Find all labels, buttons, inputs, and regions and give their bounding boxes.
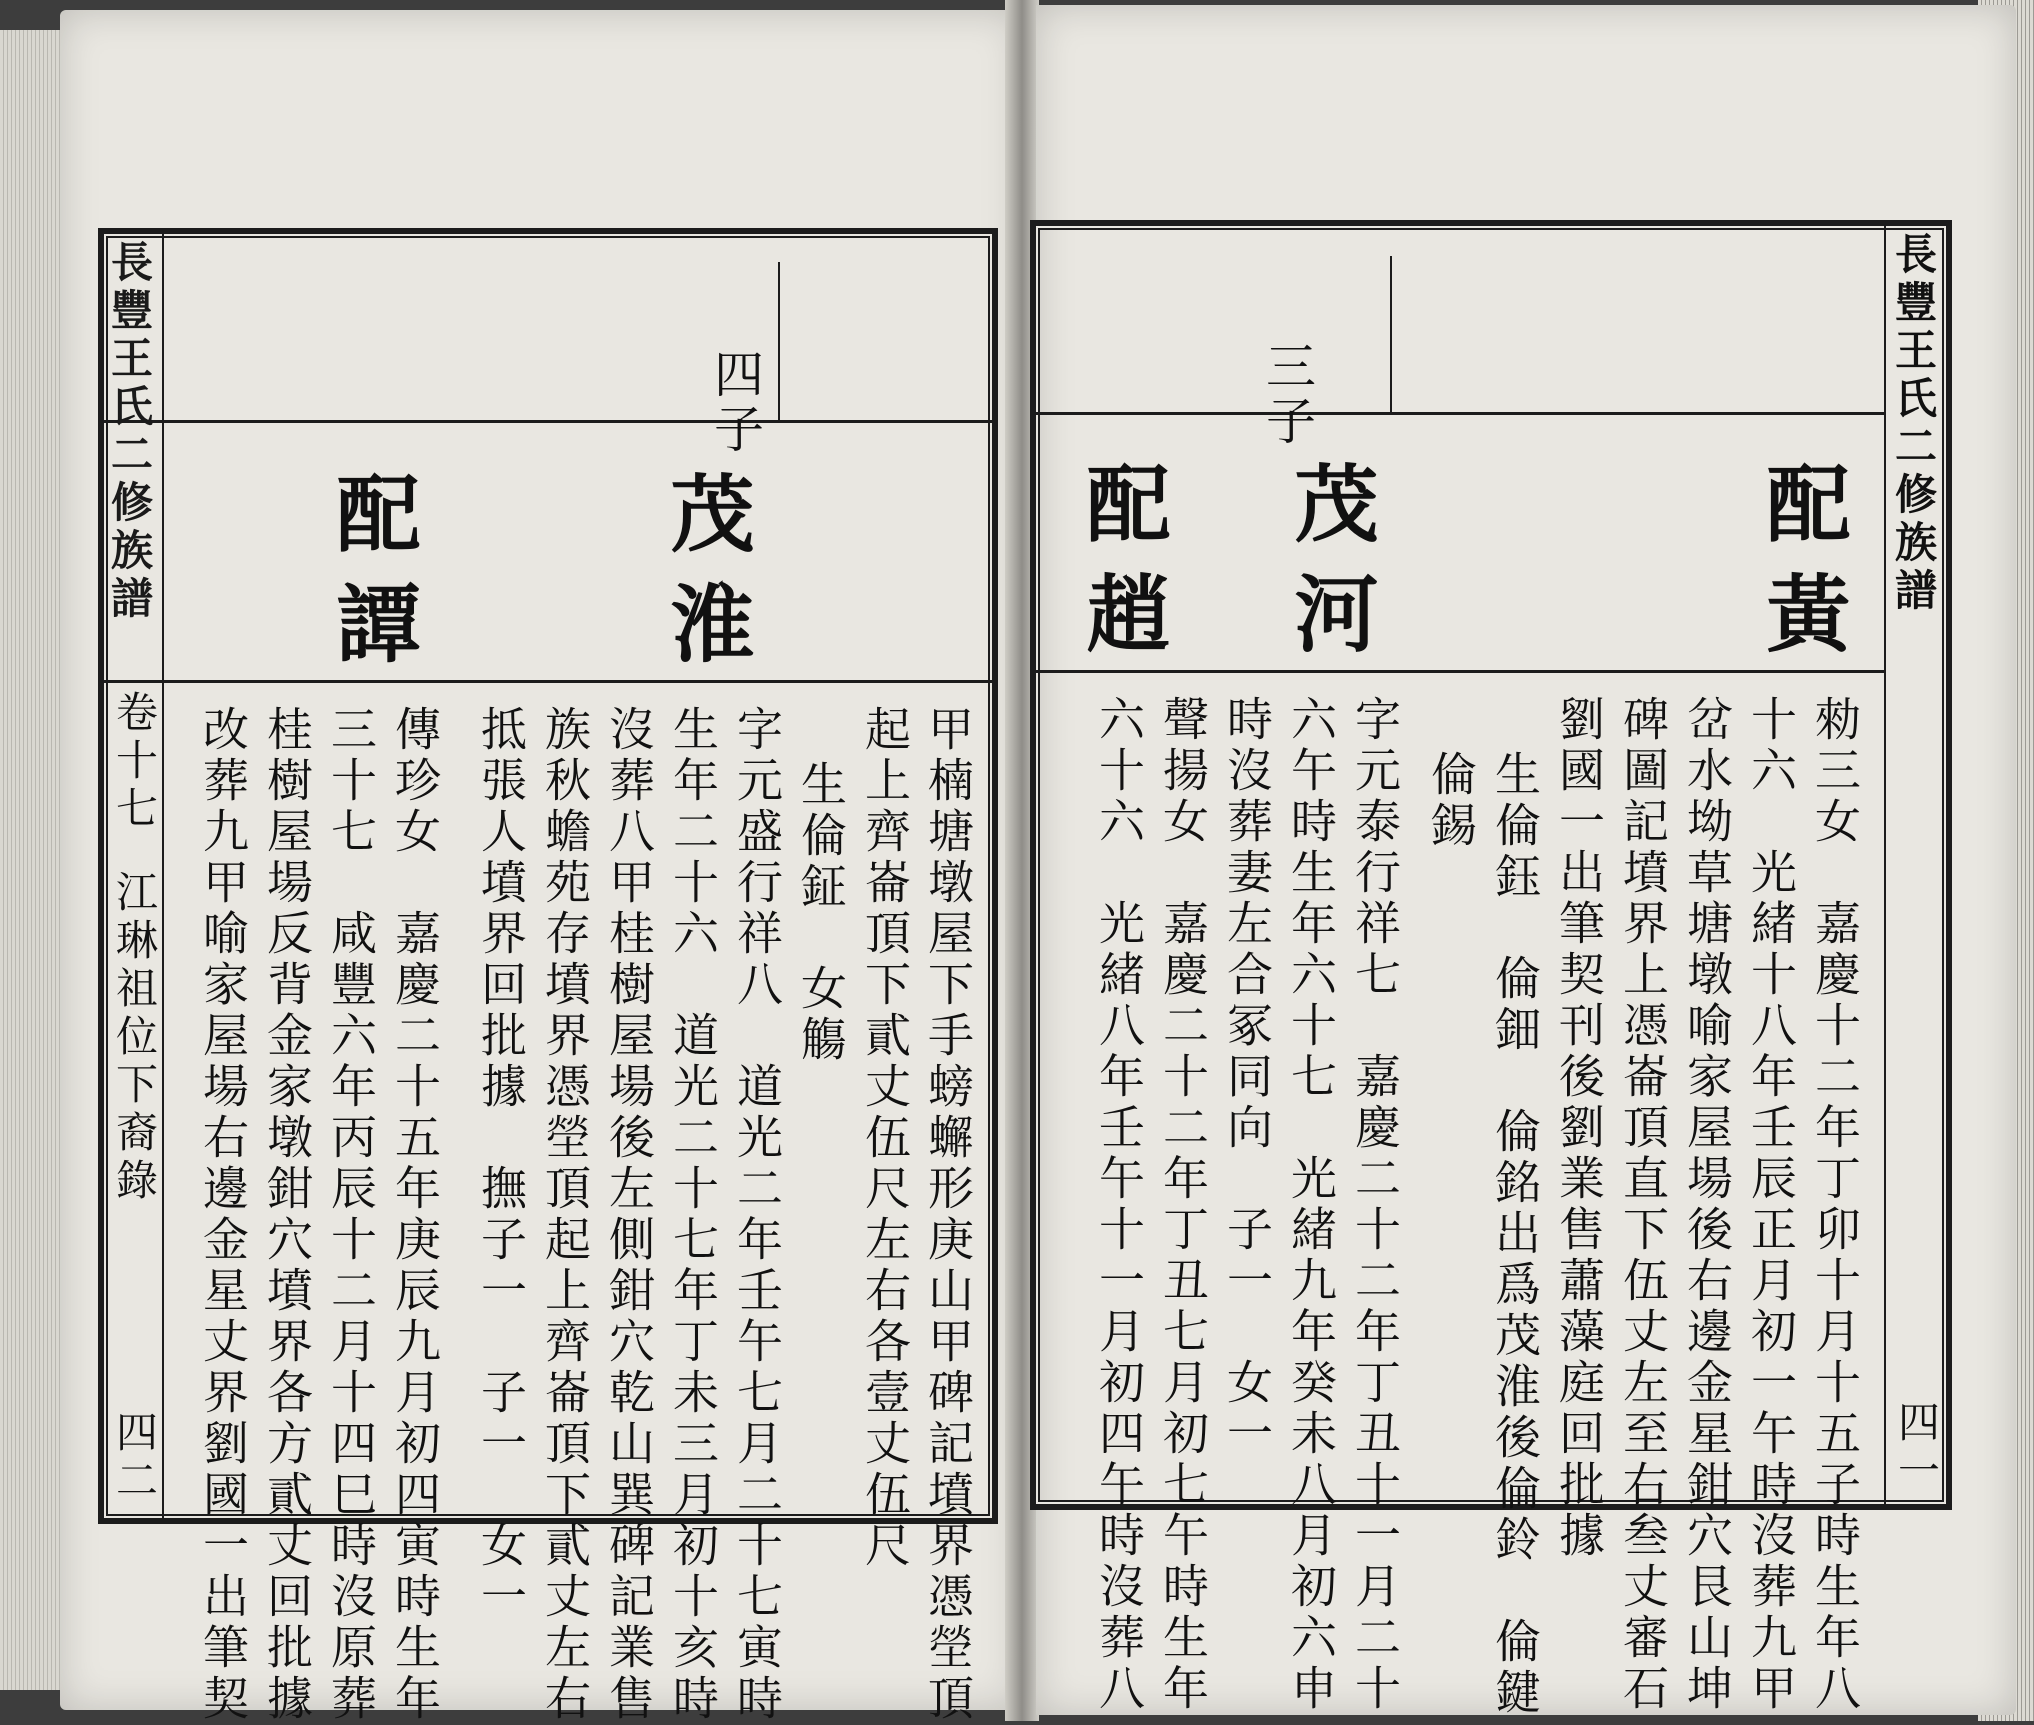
left-body-col-12: 改葬九甲喻家屋場右邊金星丈界劉國一出筆契 <box>196 705 250 1725</box>
right-body-col-5: 劉國一出筆契刊後劉業售蕭藻庭回批據 <box>1552 695 1606 1562</box>
right-margin-rule <box>1884 226 1886 1504</box>
right-body-col-4: 碑圖記墳界上憑崙頂直下伍丈左至右叁丈審石 <box>1616 695 1670 1715</box>
right-body-col-2: 十六 光緒十八年壬辰正月初一午時沒葬九甲 <box>1744 695 1798 1715</box>
left-body-col-7: 族秋蟾苑存墳界憑塋頂起上齊崙頂下貳丈左右 <box>538 705 592 1725</box>
left-body-col-9: 傳珍女 嘉慶二十五年庚辰九月初四寅時生年 <box>388 705 442 1725</box>
left-body-col-4: 字元盛行祥八 道光二年壬午七月二十七寅時 <box>730 705 784 1725</box>
right-body-col-7: 倫錫 <box>1424 750 1478 852</box>
left-margin-section: 江琳祖位下裔錄 <box>110 870 159 1206</box>
left-margin-title: 長豐王氏二修族譜 <box>105 240 154 624</box>
left-page-number: 四二 <box>110 1410 159 1506</box>
left-margin-rule <box>162 234 164 1518</box>
right-header-divider <box>1390 256 1392 414</box>
left-spouse-tan: 配譚 <box>323 470 422 690</box>
left-header-divider <box>778 262 780 422</box>
left-generation-header: 四子 <box>706 348 764 458</box>
left-body-col-2: 起上齊崙頂下貳丈伍尺左右各壹丈伍尺 <box>858 705 912 1572</box>
right-body-col-10: 時沒葬妻左合冢同向 子一 女一 <box>1220 695 1274 1460</box>
right-body-col-1: 勑三女 嘉慶十二年丁卯十月十五子時生年八 <box>1808 695 1862 1715</box>
right-page-number: 四一 <box>1892 1400 1941 1496</box>
right-header-rule <box>1036 412 1886 415</box>
left-name-maohuai: 茂淮 <box>657 470 756 690</box>
left-body-col-5: 生年二十六 道光二十七年丁未三月初十亥時 <box>666 705 720 1725</box>
left-body-col-3: 生倫鉦 女觴 <box>794 760 848 1066</box>
left-margin-volume: 卷十七 <box>110 690 159 834</box>
right-body-col-11: 聲揚女 嘉慶二十二年丁丑七月初七午時生年 <box>1156 695 1210 1715</box>
left-header-rule <box>104 420 992 423</box>
right-body-col-12: 六十六 光緒八年壬午十一月初四午時沒葬八 <box>1092 695 1146 1715</box>
left-body-col-6: 沒葬八甲桂樹屋場後左側鉗穴乾山巽碑記業售 <box>602 705 656 1725</box>
left-body-col-11: 桂樹屋場反背金家墩鉗穴墳界各方貳丈回批據 <box>260 705 314 1725</box>
right-spouse-zhao: 配趙 <box>1073 460 1172 680</box>
left-names-rule <box>104 680 992 683</box>
left-body-col-10: 三十七 咸豐六年丙辰十二月十四巳時沒原葬 <box>324 705 378 1725</box>
left-body-col-1: 甲楠塘墩屋下手螃蠏形庚山甲碑記墳界憑塋頂 <box>921 705 975 1725</box>
right-generation-header: 三子 <box>1258 340 1316 450</box>
right-body-col-6: 生倫鈺 倫鈿 倫銘出爲茂淮後倫鈴 倫鍵 <box>1488 750 1542 1719</box>
right-margin-title: 長豐王氏二修族譜 <box>1889 232 1938 616</box>
right-body-col-9: 六午時生年六十七 光緒九年癸未八月初六申 <box>1284 695 1338 1715</box>
left-body-col-8: 抵張人墳界回批據 撫子一 子一 女一 <box>474 705 528 1623</box>
right-name-maohe: 茂河 <box>1281 460 1380 680</box>
right-body-col-8: 字元泰行祥七 嘉慶二十二年丁丑十一月二十 <box>1348 695 1402 1715</box>
right-body-col-3: 岔水坳草塘墩喻家屋場後右邊金星鉗穴艮山坤 <box>1680 695 1734 1715</box>
right-spouse-huang: 配黃 <box>1753 460 1852 680</box>
left-page-edges <box>0 30 62 1690</box>
